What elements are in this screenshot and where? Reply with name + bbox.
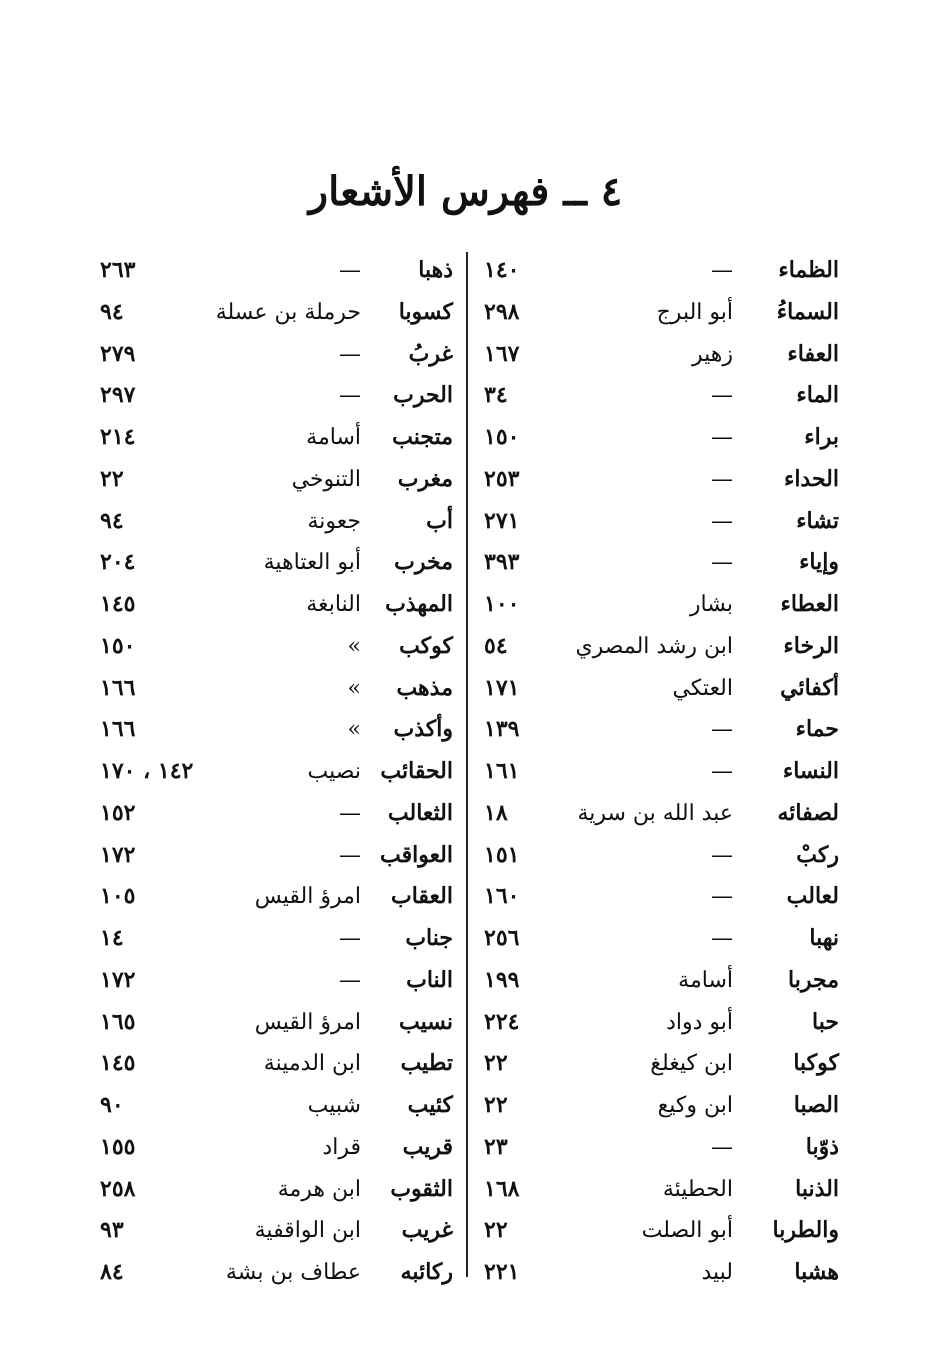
rhyme-word-right: نهبا [809, 925, 839, 951]
page-number-right: ١٦٨ [484, 1175, 520, 1202]
poet-name-left: — [339, 800, 361, 826]
poet-name-right: — [711, 258, 733, 283]
rhyme-word-right: الماء [796, 382, 839, 409]
page-number-right: ٢٥٦ [484, 925, 520, 951]
rhyme-word-left: الثعالب [387, 799, 453, 826]
poet-name-left: أسامة [306, 425, 361, 450]
rhyme-word-left: غريب [401, 1217, 453, 1244]
rhyme-word-left: المهذب [385, 591, 453, 617]
rhyme-word-right: ذوّبا [805, 1133, 839, 1160]
poet-name-left: » [347, 675, 361, 701]
page-number-left: ١٧٢ [100, 966, 136, 993]
rhyme-word-right: الذنبا [795, 1175, 839, 1202]
rhyme-word-right: أكفائي [780, 674, 839, 701]
rhyme-word-left: مخرب [394, 549, 453, 576]
page-number-left: ٩٣ [100, 1217, 124, 1244]
index-row [0, 459, 931, 501]
page-number-right: ١٩٩ [484, 966, 520, 993]
index-row [0, 584, 931, 626]
rhyme-word-right: الرخاء [783, 632, 839, 659]
page-number-right: ١٥١ [484, 841, 520, 868]
poet-name-right: — [711, 466, 733, 492]
page-number-left: ١٦٦ [100, 674, 136, 701]
rhyme-word-right: وإياء [799, 549, 839, 576]
page-number-right: ١٦١ [484, 758, 520, 784]
poet-name-right: الحطيئة [662, 1176, 733, 1202]
poet-name-left: حرملة بن عسلة [215, 299, 361, 325]
rhyme-word-left: أب [426, 507, 453, 534]
poet-name-right: — [711, 884, 733, 910]
index-row [0, 751, 931, 793]
page-number-right: ١٠٠ [484, 591, 520, 617]
index-row [0, 960, 931, 1002]
rhyme-word-left: ركائبه [400, 1259, 453, 1285]
poet-name-left: النابغة [306, 592, 361, 617]
page-number-right: ١٥٠ [484, 424, 520, 450]
page-number-right: ١٨ [484, 799, 508, 826]
index-row [0, 918, 931, 960]
index-row [0, 501, 931, 543]
page-number-right: ٥٤ [484, 632, 508, 659]
page-number-left: ١٠٥ [100, 883, 136, 910]
rhyme-word-right: العطاء [780, 591, 839, 617]
page-number-left: ١٤٥ [100, 1050, 136, 1077]
rhyme-word-right: مجربا [788, 966, 839, 993]
page-number-left: ١٤ [100, 925, 124, 951]
index-row [0, 1043, 931, 1085]
index-row [0, 250, 931, 292]
page-number-left: ٢٢ [100, 465, 124, 492]
rhyme-word-right: براء [804, 424, 839, 450]
poet-name-left: — [339, 383, 361, 409]
rhyme-word-left: كئيب [407, 1092, 453, 1118]
poet-name-right: ابن كيغلغ [650, 1051, 733, 1077]
index-row [0, 417, 931, 459]
poet-name-left: — [339, 926, 361, 951]
poet-name-right: لبيد [701, 1260, 733, 1285]
poet-name-right: أسامة [678, 967, 733, 993]
index-row [0, 1085, 931, 1127]
index-row [0, 876, 931, 918]
rhyme-word-right: الظماء [778, 257, 839, 283]
poet-name-left: أبو العتاهية [263, 550, 361, 576]
poet-name-left: ابن هرمة [277, 1176, 361, 1202]
rhyme-word-right: حماء [795, 716, 839, 743]
page-number-right: ٢٥٣ [484, 465, 520, 492]
rhyme-word-left: الثقوب [390, 1175, 453, 1202]
index-row [0, 709, 931, 751]
page-number-right: ١٦٧ [484, 340, 520, 367]
rhyme-word-left: العقاب [391, 883, 453, 910]
index-row [0, 334, 931, 376]
page-number-right: ٢٢٤ [484, 1008, 520, 1035]
page-number-left: ٩٤ [100, 298, 124, 325]
rhyme-word-right: الصبا [793, 1092, 839, 1118]
page-number-left: ٢٦٣ [100, 257, 136, 283]
index-row [0, 375, 931, 417]
page-number-right: ٢٢ [484, 1092, 508, 1118]
page-number-left: ١٦٥ [100, 1008, 136, 1035]
index-row [0, 1252, 931, 1294]
page-number-right: ١٧١ [484, 674, 520, 701]
page-number-left: ٢٩٧ [100, 382, 136, 409]
poet-name-left: — [339, 967, 361, 993]
poet-name-right: — [711, 717, 733, 743]
rhyme-word-left: الناب [406, 966, 453, 993]
page-title: ٤ ــ فهرس الأشعار [308, 168, 623, 215]
rhyme-word-left: مذهب [396, 674, 453, 701]
page-number-left: ١٥٠ [100, 632, 136, 659]
rhyme-word-right: لعالب [786, 883, 839, 910]
poet-name-right: ابن وكيع [657, 1093, 733, 1118]
rhyme-word-left: وأكذب [393, 716, 453, 743]
rhyme-word-left: كسوبا [398, 298, 453, 325]
page-number-right: ٢٢١ [484, 1259, 520, 1285]
page-number-right: ١٣٩ [484, 716, 520, 743]
page-number-right: ٢٣ [484, 1133, 508, 1160]
poet-name-left: التنوخي [291, 466, 361, 492]
rhyme-word-left: العواقب [379, 841, 453, 868]
index-row [0, 292, 931, 334]
page-number-left: ٢٠٤ [100, 549, 136, 576]
page-number-left: ١٥٢ [100, 799, 136, 826]
index-row [0, 542, 931, 584]
rhyme-word-right: تشاء [796, 507, 839, 534]
rhyme-word-left: الحرب [393, 382, 453, 409]
rhyme-word-left: الحقائب [380, 758, 453, 784]
rhyme-word-left: ذهبا [418, 257, 453, 283]
poet-name-right: العتكي [672, 675, 733, 701]
poet-name-right: أبو الصلت [641, 1218, 733, 1244]
poet-name-right: — [711, 759, 733, 784]
rhyme-word-right: هشبا [794, 1259, 839, 1285]
poet-name-left: شبيب [307, 1093, 361, 1118]
page-number-left: ١٤٥ [100, 591, 136, 617]
poet-name-left: ابن الواقفية [254, 1218, 361, 1244]
poet-name-left: عطاف بن بشة [225, 1260, 361, 1285]
rhyme-word-left: تطيب [400, 1050, 453, 1077]
poet-name-left: امرؤ القيس [254, 884, 361, 910]
poet-name-left: » [347, 717, 361, 743]
poet-name-right: ابن رشد المصري [575, 633, 733, 659]
page-number-right: ٣٩٣ [484, 549, 520, 576]
rhyme-word-right: العفاء [787, 340, 839, 367]
rhyme-word-right: حبا [812, 1008, 839, 1035]
page-number-left: ١٤٢ ، ١٧٠ [100, 758, 194, 784]
rhyme-word-left: مغرب [397, 465, 453, 492]
page-number-left: ٢٧٩ [100, 340, 136, 367]
index-row [0, 793, 931, 835]
rhyme-word-left: كوكب [399, 632, 453, 659]
rhyme-word-right: والطربا [772, 1217, 839, 1244]
page-number-left: ٨٤ [100, 1259, 124, 1285]
index-row [0, 1002, 931, 1044]
poet-name-left: نصيب [307, 759, 361, 784]
poet-name-right: زهير [691, 341, 733, 367]
index-row [0, 835, 931, 877]
poet-name-right: — [711, 508, 733, 534]
page-number-right: ٢٧١ [484, 507, 520, 534]
poet-name-right: — [711, 926, 733, 951]
page-number-left: ١٧٢ [100, 841, 136, 868]
rhyme-word-right: لصفائه [777, 799, 839, 826]
index-row [0, 1127, 931, 1169]
rhyme-word-left: متجنب [392, 424, 453, 450]
index-row [0, 668, 931, 710]
page-number-left: ١٥٥ [100, 1133, 136, 1160]
poet-name-right: — [711, 383, 733, 409]
poet-name-right: عبد الله بن سرية [577, 800, 733, 826]
poet-name-left: — [339, 842, 361, 868]
poet-name-left: جعونة [307, 508, 361, 534]
poet-name-left: قراد [322, 1134, 361, 1160]
poet-name-right: بشار [689, 592, 733, 617]
poet-name-right: أبو دواد [666, 1009, 733, 1035]
poet-name-right: أبو البرج [656, 299, 733, 325]
poet-name-left: » [347, 633, 361, 659]
index-table [0, 250, 931, 1294]
page-number-right: ٣٤ [484, 382, 508, 409]
index-row [0, 1210, 931, 1252]
page-number-left: ٢٥٨ [100, 1175, 136, 1202]
index-row [0, 1169, 931, 1211]
page-number-left: ٢١٤ [100, 424, 136, 450]
rhyme-word-left: جناب [405, 925, 453, 951]
page-number-left: ٩٤ [100, 507, 124, 534]
poet-name-left: — [339, 258, 361, 283]
rhyme-word-right: النساء [782, 758, 839, 784]
rhyme-word-right: كوكبا [793, 1050, 839, 1077]
poet-name-right: — [711, 425, 733, 450]
rhyme-word-left: قريب [402, 1133, 453, 1160]
page-number-right: ١٦٠ [484, 883, 520, 910]
index-row [0, 626, 931, 668]
rhyme-word-left: غربُ [408, 340, 453, 367]
rhyme-word-right: ركبْ [796, 841, 839, 868]
rhyme-word-right: السماءُ [776, 298, 839, 325]
rhyme-word-right: الحداء [783, 465, 839, 492]
rhyme-word-left: نسيب [399, 1008, 453, 1035]
page-number-right: ٢٢ [484, 1217, 508, 1244]
poet-name-left: امرؤ القيس [254, 1009, 361, 1035]
page-number-right: ٢٩٨ [484, 298, 520, 325]
poet-name-left: ابن الدمينة [263, 1051, 361, 1077]
page-number-right: ١٤٠ [484, 257, 520, 283]
poet-name-left: — [339, 341, 361, 367]
poet-name-right: — [711, 550, 733, 576]
page-number-left: ٩٠ [100, 1092, 124, 1118]
poet-name-right: — [711, 842, 733, 868]
page-number-right: ٢٢ [484, 1050, 508, 1077]
page-number-left: ١٦٦ [100, 716, 136, 743]
poet-name-right: — [711, 1134, 733, 1160]
